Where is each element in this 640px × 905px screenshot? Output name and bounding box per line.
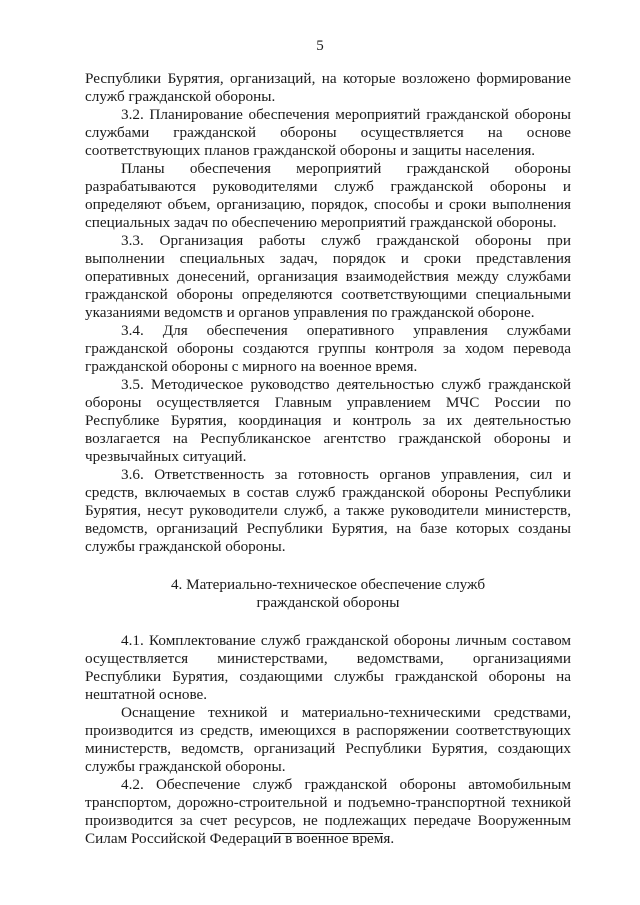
paragraph-plans: Планы обеспечения мероприятий гражданской обороны разрабатываются руководителями служб гражданской обороны и определяют объем, организацию, порядок, способы и сроки выполнения специальных задач по обеспечению мероприятий гражданской обороны. [85,160,571,231]
paragraph-3-5: 3.5. Методическое руководство деятельностью служб гражданской обороны осуществляется Главным управлением МЧС России по Республике Бурятия, координация и контроль за их деятельностью возлагается на Республиканское агентство гражданской обороны и чрезвычайных ситуаций. [85,376,571,465]
section-4-heading-line-2: гражданской обороны [256,594,400,611]
paragraph-3-2: 3.2. Планирование обеспечения мероприятий гражданской обороны службами гражданской обороны осуществляется на основе соответствующих планов гражданской обороны и защиты населения. [85,106,571,159]
end-divider-line [273,833,383,834]
paragraph-3-4: 3.4. Для обеспечения оперативного управления службами гражданской обороны создаются группы контроля за ходом перевода гражданской обороны с мирного на военное время. [85,322,571,375]
document-body [85,70,571,848]
paragraph-continuation: Республики Бурятия, организаций, на которые возложено формирование служб гражданской обороны. [85,70,571,105]
paragraph-4-1: 4.1. Комплектование служб гражданской обороны личным составом осуществляется министерствами, ведомствами, организациями Республики Бурятия, создающими службы гражданской обороны на нештатной основе. [85,632,571,703]
paragraph-3-6: 3.6. Ответственность за готовность органов управления, сил и средств, включаемых в состав служб гражданской обороны Республики Бурятия, несут руководители служб, а также руководители министерств, ведомств, организаций Республики Бурятия, на базе которых созданы службы гражданской обороны. [85,466,571,555]
section-4-heading-line-1: 4. Материально-техническое обеспечение служб [170,576,486,593]
paragraph-3-3: 3.3. Организация работы служб гражданской обороны при выполнении специальных задач, порядок и сроки представления оперативных донесений, организация взаимодействия между службами гражданской обороны определяются соответствующими специальными указаниями ведомств и органов управления по гражданской обороне. [85,232,571,321]
paragraph-4-2: 4.2. Обеспечение служб гражданской обороны автомобильным транспортом, дорожно-строительной и подъемно-транспортной техникой производится за счет ресурсов, не подлежащих передаче Вооруженным Силам Российской Федерации в военное время. [85,776,571,847]
paragraph-equipment: Оснащение техникой и материально-техническими средствами, производится из средств, имеющихся в распоряжении соответствующих министерств, ведомств, организаций Республики Бурятия, создающих службы гражданской обороны. [85,704,571,775]
section-4-heading [85,576,571,612]
page-number: 5 [316,38,324,54]
